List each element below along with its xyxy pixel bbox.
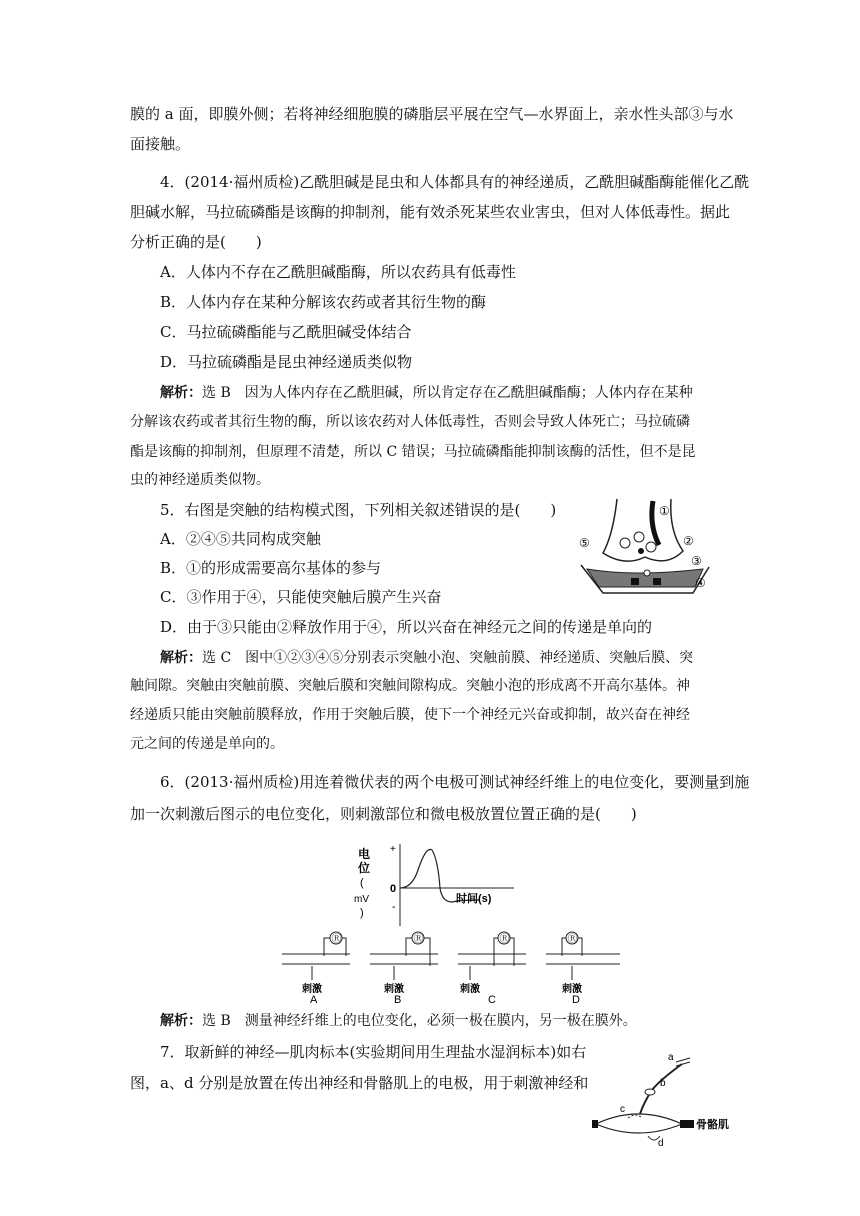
- zero-label: 0: [390, 883, 397, 895]
- question-6-line: 6．(2013·福州质检)用连着微伏表的两个电极可测试神经纤维上的电位变化，要测量到施: [160, 773, 750, 791]
- label-1: ①: [659, 504, 670, 518]
- text-line: 膜的 a 面，即膜外侧；若将神经细胞膜的磷脂层平展在空气—水界面上，亲水性头部③与水: [130, 105, 734, 123]
- question-5-line: 5．右图是突触的结构模式图，下列相关叙述错误的是( ): [160, 501, 557, 519]
- ylabel-char: 电: [358, 847, 371, 861]
- minus-sign: -: [392, 901, 396, 913]
- electrode-options: [282, 930, 644, 1004]
- stim-label: 刺激: [562, 984, 582, 995]
- label-a: a: [668, 1052, 674, 1063]
- xlabel: 时间(s): [456, 893, 492, 905]
- stim-label: 刺激: [302, 984, 322, 995]
- answer-5-line: 元之间的传递是单向的。: [130, 736, 284, 752]
- label-5: ⑤: [579, 536, 590, 550]
- answer-label: 解析：: [160, 384, 202, 400]
- answer-5-line: [160, 647, 693, 668]
- answer-text: 选 C 图中①②③④⑤分别表示突触小泡、突触前膜、神经递质、突触后膜、突: [202, 650, 694, 666]
- ylabel-char: ): [360, 907, 364, 919]
- ylabel-char: (: [360, 877, 364, 889]
- answer-4-line: 酯是该酶的抑制剂，但原理不清楚，所以 C 错误；马拉硫磷酯能抑制该酶的活性，但不是昆: [130, 444, 696, 460]
- answer-label: 解析：: [160, 1012, 202, 1028]
- stim-label: 刺激: [460, 984, 480, 995]
- meter: Ⓡ: [499, 934, 510, 945]
- text-line: 面接触。: [130, 135, 191, 153]
- potential-graph: [350, 840, 520, 930]
- question-7-line: 图，a、d 分别是放置在传出神经和骨骼肌上的电极，用于刺激神经和: [130, 1074, 589, 1092]
- label-b: b: [660, 1078, 666, 1089]
- option-b-figure: [370, 932, 438, 1004]
- option-letter: A: [310, 994, 318, 1004]
- option-letter: D: [572, 994, 580, 1004]
- question-4-line: 4．(2014·福州质检)乙酰胆碱是昆虫和人体都具有的神经递质，乙酰胆碱酯酶能催化乙酰: [160, 173, 750, 191]
- option-c-figure: [458, 932, 526, 1004]
- meter: Ⓡ: [331, 934, 342, 945]
- option-letter: C: [488, 994, 496, 1004]
- nerve-muscle-figure: [590, 1050, 740, 1146]
- muscle-label: 骨骼肌: [696, 1119, 729, 1131]
- answer-6-line: [160, 1010, 637, 1031]
- answer-5-line: 经递质只能由突触前膜释放，作用于突触后膜，使下一个神经元兴奋或抑制，故兴奋在神经: [130, 707, 690, 723]
- option-a: A．人体内不存在乙酰胆碱酯酶，所以农药具有低毒性: [160, 263, 516, 281]
- synapse-figure: [575, 495, 715, 605]
- answer-4-line: 分解该农药或者其衍生物的酶，所以该农药对人体低毒性，否则会导致人体死亡；马拉硫磷: [130, 414, 690, 430]
- plus-sign: +: [390, 844, 396, 855]
- option-b: B．①的形成需要高尔基体的参与: [160, 559, 382, 577]
- label-4: ④: [695, 576, 706, 590]
- ylabel-char: mV: [354, 894, 369, 905]
- label-2: ②: [683, 534, 694, 548]
- label-3: ③: [691, 554, 702, 568]
- option-d-figure: [546, 932, 620, 1004]
- answer-label: 解析：: [160, 649, 202, 665]
- question-4-line: 分析正确的是( ): [130, 233, 262, 251]
- option-d: D．由于③只能由②释放作用于④，所以兴奋在神经元之间的传递是单向的: [160, 618, 653, 636]
- answer-5-line: 触间隙。突触由突触前膜、突触后膜和突触间隙构成。突触小泡的形成离不开高尔基体。神: [130, 678, 690, 694]
- option-d: D．马拉硫磷酯是昆虫神经递质类似物: [160, 353, 413, 371]
- option-a-figure: [282, 932, 350, 1004]
- question-4-line: 胆碱水解，马拉硫磷酯是该酶的抑制剂，能有效杀死某些农业害虫，但对人体低毒性。据此: [130, 203, 731, 221]
- meter: Ⓡ: [413, 934, 424, 945]
- label-c: c: [620, 1104, 625, 1115]
- stim-label: 刺激: [384, 984, 404, 995]
- answer-text: 选 B 因为人体内存在乙酰胆碱，所以肯定存在乙酰胆碱酯酶；人体内存在某种: [202, 385, 693, 401]
- answer-text: 选 B 测量神经纤维上的电位变化，必须一极在膜内，另一极在膜外。: [202, 1013, 637, 1029]
- question-7-line: 7．取新鲜的神经—肌肉标本(实验期间用生理盐水湿润标本)如右: [160, 1043, 587, 1061]
- meter: Ⓡ: [567, 934, 578, 945]
- option-c: C．③作用于④，只能使突触后膜产生兴奋: [160, 588, 442, 606]
- option-c: C．马拉硫磷酯能与乙酰胆碱受体结合: [160, 323, 412, 341]
- answer-4-line: [160, 382, 693, 403]
- answer-4-line: 虫的神经递质类似物。: [130, 472, 270, 488]
- label-d: d: [658, 1138, 664, 1146]
- ylabel-char: 位: [358, 861, 371, 875]
- option-b: B．人体内存在某种分解该农药或者其衍生物的酶: [160, 293, 487, 311]
- option-letter: B: [394, 994, 402, 1004]
- option-a: A．②④⑤共同构成突触: [160, 530, 321, 548]
- question-6-line: 加一次刺激后图示的电位变化，则刺激部位和微电极放置位置正确的是( ): [130, 805, 637, 823]
